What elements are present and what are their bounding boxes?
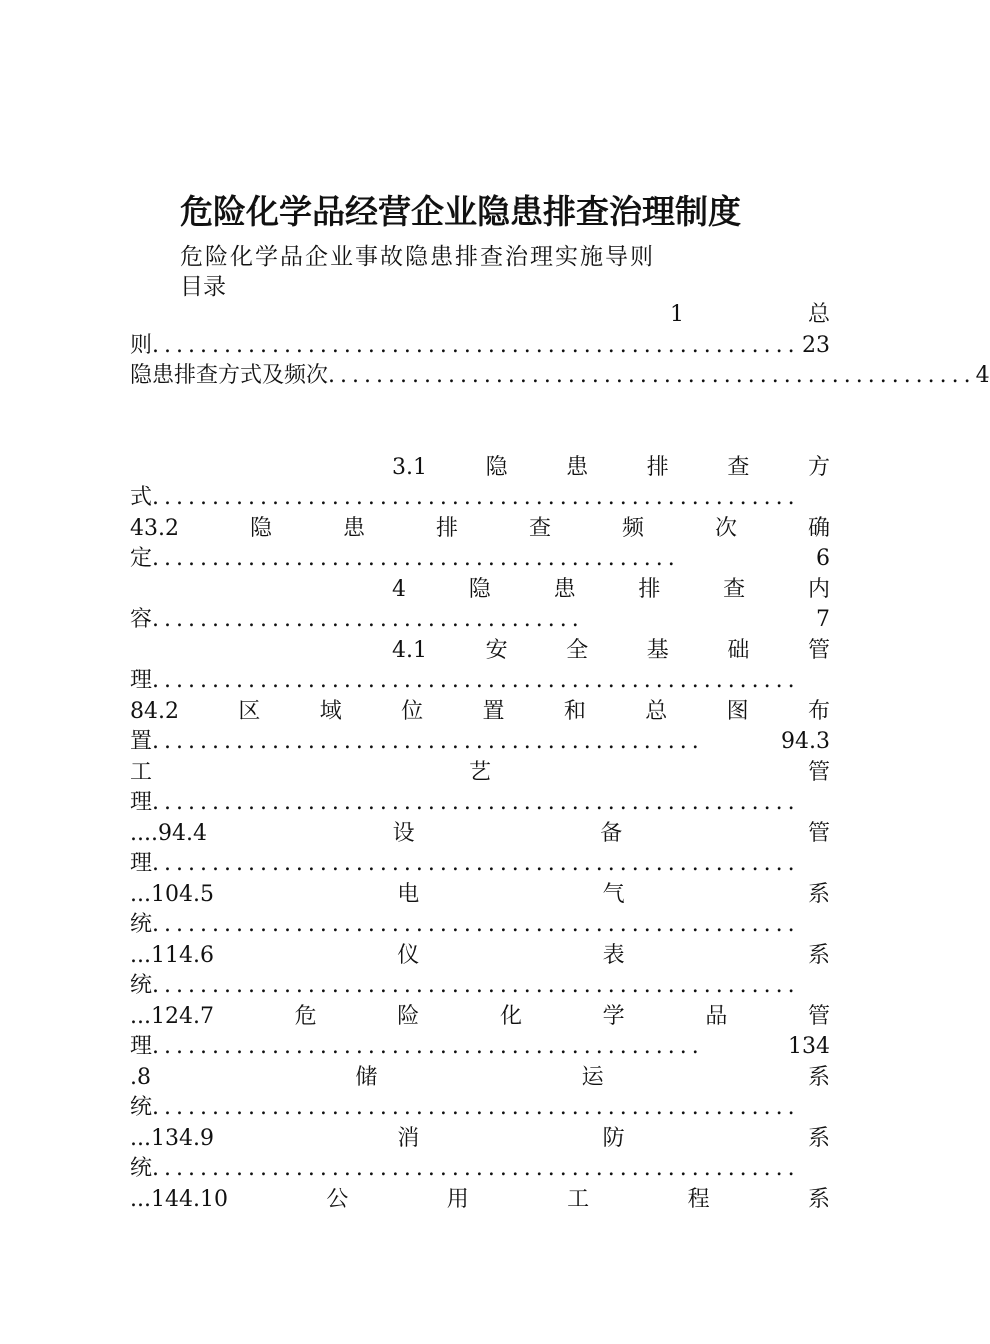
toc-text: 94.3 <box>781 729 830 754</box>
toc-line <box>130 910 830 941</box>
toc-text: 确 <box>807 515 830 541</box>
toc-line <box>130 1063 830 1094</box>
toc-line <box>130 849 830 880</box>
toc-leader-dots: ...................................................... <box>328 363 976 388</box>
toc-text: ...114.6 <box>130 942 214 968</box>
toc-text: 公 <box>326 1186 349 1212</box>
toc-text: 患 <box>566 454 589 480</box>
toc-line <box>130 1002 830 1033</box>
toc-text: 方 <box>807 454 830 480</box>
toc-text: 系 <box>807 942 830 968</box>
table-of-contents <box>130 300 990 1215</box>
toc-text: 容 <box>130 607 153 632</box>
toc-text: 4 <box>975 363 990 388</box>
toc-line <box>130 758 830 789</box>
toc-text: 则 <box>130 332 153 358</box>
toc-line <box>130 1032 830 1063</box>
toc-text: 总 <box>807 302 830 327</box>
toc-text: 工 <box>130 759 153 785</box>
toc-text: 频 <box>621 515 644 541</box>
toc-text: 备 <box>600 820 623 846</box>
toc-text: .8 <box>130 1064 151 1090</box>
toc-line <box>130 941 830 972</box>
toc-text: 定 <box>130 546 153 571</box>
toc-line <box>130 1154 830 1185</box>
toc-text: 3.1 <box>392 454 427 480</box>
toc-leader-dots: ...................................................... <box>152 851 800 876</box>
toc-line <box>130 1124 830 1155</box>
toc-text: 学 <box>602 1003 625 1029</box>
toc-heading: 目录 <box>180 274 226 300</box>
toc-text: 气 <box>602 881 625 907</box>
toc-text: 理 <box>130 790 153 815</box>
toc-line <box>130 666 830 697</box>
toc-text: 式 <box>130 485 153 510</box>
toc-text: 理 <box>130 668 153 693</box>
toc-leader-dots: ...................................................... <box>152 668 800 693</box>
toc-text: 管 <box>807 820 830 846</box>
toc-text: 患 <box>553 576 576 602</box>
toc-text: 用 <box>446 1186 469 1212</box>
toc-text: 隐 <box>249 515 272 541</box>
toc-leader-dots: ...................................................... <box>152 1095 800 1120</box>
toc-text: 6 <box>816 546 830 571</box>
toc-text: 内 <box>807 576 830 602</box>
toc-line <box>130 636 830 667</box>
toc-leader-dots: .................................... <box>152 607 584 632</box>
document-subtitle: 危险化学品企业事故隐患排查治理实施导则 <box>180 244 655 270</box>
toc-text: 134 <box>788 1034 830 1059</box>
toc-line <box>130 788 830 819</box>
toc-leader-dots: ...................................................... <box>152 332 800 358</box>
toc-text: ...144.10 <box>130 1186 228 1212</box>
toc-text: 危 <box>294 1003 317 1029</box>
toc-line <box>130 819 830 850</box>
toc-text: 艺 <box>468 759 491 785</box>
toc-text: 排 <box>638 576 661 602</box>
toc-line <box>130 880 830 911</box>
toc-text: 置 <box>130 729 153 754</box>
toc-text: ...104.5 <box>130 881 214 907</box>
toc-line <box>130 697 830 728</box>
toc-text: 系 <box>807 1064 830 1090</box>
toc-text: ...134.9 <box>130 1125 214 1151</box>
toc-line <box>130 483 830 514</box>
toc-text: 安 <box>485 637 508 663</box>
toc-text: 理 <box>130 851 153 876</box>
toc-text: 4.1 <box>392 637 427 663</box>
toc-line <box>130 331 830 362</box>
toc-line <box>130 392 830 453</box>
toc-text: 系 <box>807 881 830 907</box>
toc-text: 84.2 <box>130 698 179 724</box>
toc-line <box>130 605 830 636</box>
toc-text: 管 <box>807 759 830 785</box>
toc-leader-dots: .............................................. <box>152 729 704 754</box>
toc-text: 工 <box>567 1186 590 1212</box>
document-title: 危险化学品经营企业隐患排查治理制度 <box>180 192 741 231</box>
toc-text: 域 <box>319 698 342 724</box>
toc-text: 基 <box>646 637 669 663</box>
toc-text: 全 <box>566 637 589 663</box>
toc-text: 表 <box>602 942 625 968</box>
toc-text: 7 <box>816 607 830 632</box>
toc-text: 统 <box>130 973 153 998</box>
toc-text: 23 <box>802 332 830 358</box>
toc-text: 布 <box>807 698 830 724</box>
toc-text: 统 <box>130 912 153 937</box>
toc-text: 查 <box>727 454 750 480</box>
toc-text: 置 <box>482 698 505 724</box>
toc-leader-dots: ............................................ <box>152 546 680 571</box>
toc-text: 1 <box>670 302 684 327</box>
toc-text: 储 <box>355 1064 378 1090</box>
toc-leader-dots: ...................................................... <box>152 1156 800 1181</box>
toc-text: 隐患排查方式及频次 <box>130 363 329 388</box>
toc-line <box>130 514 830 545</box>
toc-text: 管 <box>807 637 830 663</box>
toc-text: 43.2 <box>130 515 179 541</box>
toc-text: 程 <box>687 1186 710 1212</box>
toc-text: 仪 <box>397 942 420 968</box>
toc-text: 险 <box>397 1003 420 1029</box>
toc-text: 总 <box>645 698 668 724</box>
toc-text: ...124.7 <box>130 1003 214 1029</box>
toc-line <box>130 361 990 392</box>
toc-text: 品 <box>705 1003 728 1029</box>
toc-text: 4 <box>392 576 406 602</box>
toc-text: 系 <box>807 1125 830 1151</box>
toc-text: 查 <box>723 576 746 602</box>
toc-line <box>130 300 830 331</box>
toc-text: ....94.4 <box>130 820 207 846</box>
toc-text: 位 <box>401 698 424 724</box>
toc-text: 统 <box>130 1156 153 1181</box>
toc-text: 查 <box>528 515 551 541</box>
toc-line <box>130 971 830 1002</box>
toc-text: 消 <box>397 1125 420 1151</box>
toc-text: 电 <box>397 881 420 907</box>
toc-text: 础 <box>727 637 750 663</box>
toc-text: 图 <box>726 698 749 724</box>
toc-text: 区 <box>238 698 261 724</box>
toc-text: 排 <box>646 454 669 480</box>
toc-text: 运 <box>581 1064 604 1090</box>
toc-line <box>130 544 830 575</box>
toc-line <box>130 453 830 484</box>
toc-line <box>130 727 830 758</box>
toc-leader-dots: ...................................................... <box>152 485 800 510</box>
toc-line <box>130 1185 830 1216</box>
toc-text: 设 <box>392 820 415 846</box>
toc-text: 理 <box>130 1034 153 1059</box>
toc-text: 隐 <box>485 454 508 480</box>
toc-line <box>130 1093 830 1124</box>
toc-text: 管 <box>807 1003 830 1029</box>
toc-leader-dots: .............................................. <box>152 1034 704 1059</box>
toc-leader-dots: ...................................................... <box>152 912 800 937</box>
toc-text: 统 <box>130 1095 153 1120</box>
toc-text: 隐 <box>468 576 491 602</box>
toc-text: 化 <box>499 1003 522 1029</box>
toc-text: 和 <box>563 698 586 724</box>
toc-text: 患 <box>342 515 365 541</box>
toc-leader-dots: ...................................................... <box>152 973 800 998</box>
toc-text: 排 <box>435 515 458 541</box>
toc-leader-dots: ...................................................... <box>152 790 800 815</box>
toc-text: 次 <box>714 515 737 541</box>
toc-text: 系 <box>807 1186 830 1212</box>
toc-text: 防 <box>602 1125 625 1151</box>
toc-line <box>130 575 830 606</box>
